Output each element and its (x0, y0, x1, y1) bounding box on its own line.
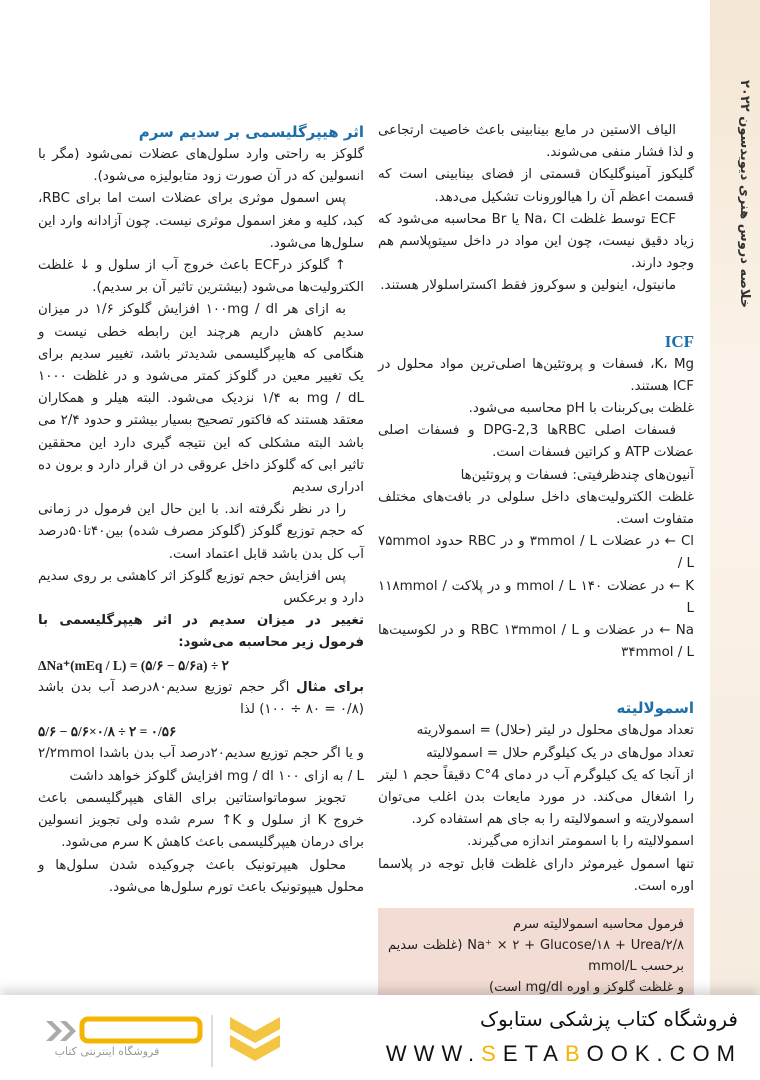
paragraph: گلوکز به راحتی وارد سلول‌های عضلات نمی‌شود (مگر با انسولین که در آن صورت زود متابولیزه می‌شود). (38, 147, 364, 185)
right-column (378, 120, 694, 1004)
paragraph: و یا اگر حجم توزیع سدیم۲۰درصد آب بدن باشدا ۲/۲mmol / L به ازای ۱۰۰ mg / dl افزایش گلوکز خواهد داشت (38, 746, 364, 784)
paragraph: Cl ← در عضلات ۳mmol / L و در RBC حدود ۷۵mmol / L (378, 534, 695, 572)
url-part: S (481, 1041, 503, 1066)
paragraph: را در نظر نگرفته اند. با این حال این فرمول در زمانی که حجم توزیع گلوکز (گلوکز مصرف شده) بین۴۰تا۵۰درصد آب کل بدن باشد قابل اعتماد است. (38, 502, 364, 562)
example-label: برای مثال (296, 679, 364, 695)
store-url[interactable] (386, 1041, 742, 1067)
paragraph: از آنجا که یک کیلوگرم آب در دمای 4°C دقیقاً حجم ۱ لیتر را اشغال می‌کند. در مورد مایعات بدن اغلب می‌توان اسمولاریته و اسمولالیته را به جای هم استفاده کرد. (378, 767, 694, 828)
bold-statement: تغییر در میزان سدیم در اثر هیپرگلیسمی با فرمول زیر محاسبه می‌شود: (38, 613, 364, 651)
url-part: ETA (502, 1041, 565, 1066)
paragraph: پس اسمول موثری برای عضلات است اما برای RBC، کبد، کلیه و مغز اسمول موثری نیست. چون آزادانه وارد این سلول‌ها می‌شود. (38, 191, 364, 251)
paragraph: الیاف الاستین در مایع بینابینی باعث خاصیت ارتجاعی و لذا فشار منفی می‌شوند. (378, 123, 694, 161)
paragraph: K، Mg، فسفات و پروتئین‌ها اصلی‌ترین مواد محلول در ICF هستند. (378, 356, 694, 394)
paragraph: Na ← در عضلات و RBC ۱۳mmol / L و در لکوسیت‌ها ۳۴mmol / L (378, 623, 695, 661)
paragraph: ↑ گلوکز درECF باعث خروج آب از سلول و ↓ غلظت الکترولیت‌ها می‌شود (بیشترین تاثیر آن بر سدیم). (38, 258, 364, 296)
paragraph: آنیون‌های چندظرفیتی: فسفات و پروتئین‌ها (460, 467, 694, 483)
paragraph: تنها اسمول غیرموثر دارای غلظت قابل توجه در پلاسما اوره است. (378, 856, 694, 894)
paragraph: فسفات اصلی RBCها 2,3-DPG و فسفات اصلی عضلات ATP و کراتین فسفات است. (378, 423, 694, 461)
url-part: B (564, 1041, 587, 1066)
paragraph: تجویز سوماتواستاتین برای القای هیپرگلیسمی باعث خروج K از سلول و K↑ سرم شده ولی تجویز انسولین برای درمان هیپرگلیسمی باعث کاهش K سرم می‌شود. (38, 790, 364, 851)
paragraph: غلظت الکترولیت‌های داخل سلولی در بافت‌های مختلف متفاوت است. (378, 489, 694, 528)
paragraph: K ← در عضلات ۱۴۰ mmol / L و در پلاکت ۱۱۸mmol / L (378, 578, 694, 616)
paragraph: مانیتول، اینولین و سوکروز فقط اکسترا‌سلولار هستند. (380, 278, 676, 294)
paragraph: پس افزایش حجم توزیع گلوکز اثر کاهشی بر روی سدیم دارد و برعکس (38, 568, 364, 607)
paragraph: تعداد مول‌های در یک کیلوگرم حلال = اسمولالیته (426, 745, 694, 761)
formula-title: فرمول محاسبه اسمولالیته سرم (512, 917, 684, 933)
footer-banner (0, 995, 760, 1080)
running-header: خلاصه دروس هنری دیویدسون ۲۰۲۲ (737, 80, 752, 309)
paragraph: تعداد مول‌های محلول در لیتر (حلال) = اسمولاریته (416, 723, 694, 739)
logo-subtitle: فروشگاه اینترنتی کتاب (54, 1045, 160, 1058)
section-heading-hyperglycemia: اثر هیپرگلیسمی بر سدیم سرم (138, 123, 364, 141)
paragraph: اسمولالیته را با اسمومتر اندازه می‌گیرند. (467, 834, 694, 850)
setabook-logo (40, 1009, 300, 1071)
example-calculation: ۵/۶ − ۵/۶×۰/۸ ÷ ۲ = ۰/۵۶ (38, 724, 177, 740)
store-name: فروشگاه کتاب پزشکی ستابوک (480, 1007, 738, 1031)
section-heading-osmolality: اسمولالیته (616, 699, 694, 718)
example (38, 677, 364, 721)
left-column (38, 120, 364, 899)
margin-strip (710, 0, 760, 995)
formula: Na⁺ × ۲ + Glucose/۱۸ + Urea/۲/۸ (غلظت سدیم برحسب mmol/L (388, 938, 684, 975)
paragraph: غلظت بی‌کربنات با pH محاسبه می‌شود. (468, 401, 694, 417)
paragraph: محلول هیپرتونیک باعث چروکیده شدن سلول‌ها و محلول هیپوتونیک باعث تورم سلول‌ها می‌شود. (38, 857, 364, 895)
url-part: WWW. (385, 1041, 482, 1066)
paragraph: گلیکوز آمینوگلیکان قسمتی از فضای بینابینی است که قسمت اعظم آن را هیالورونات تشکیل می‌دهد. (378, 167, 694, 205)
paragraph: به ازای هر ۱۰۰mg / dl افزایش گلوکز ۱/۶ در میزان سدیم کاهش داریم هرچند این رابطه خطی نیست و هنگامی که هایپرگلیسمی شدیدتر باشد، تغییر سدیم برای یک تغییر معین در گلوکز کمتر می‌شود و در غلظت ۱۰۰۰ mg / dL به ۱/۴ نزدیک می‌شود. البته هیلر و همکاران معتقد هستند که فاکتور تصحیح بسیار بیشتر و حدود ۲/۴ می باشد البته مشکلی که این نتیجه گیری دارد این محققین تاثیر ابی که گلوکز داخل عروقی در ان قرار دارد و برون ده ادراری سدیم (38, 302, 364, 496)
url-part: OOK.COM (586, 1041, 742, 1066)
formula-box (378, 908, 694, 1004)
paragraph: ECF توسط غلظت Na، Cl یا Br محاسبه می‌شود که زیاد دقیق نیست، چون این مواد در داخل سیتوپلاسم هم وجود دارند. (378, 211, 694, 272)
formula-note: و غلظت گلوکز و اوره mg/dl است) (489, 980, 684, 996)
example-text: اگر حجم توزیع سدیم۸۰درصد آب بدن باشد (۰/۸ = ۸۰ ÷ ۱۰۰) لذا (38, 679, 364, 718)
sodium-formula: ΔNa⁺(mEq / L) = (۵/۶ − ۵/۶a) ÷ ۲ (38, 657, 229, 673)
section-heading-icf: ICF (664, 331, 694, 351)
